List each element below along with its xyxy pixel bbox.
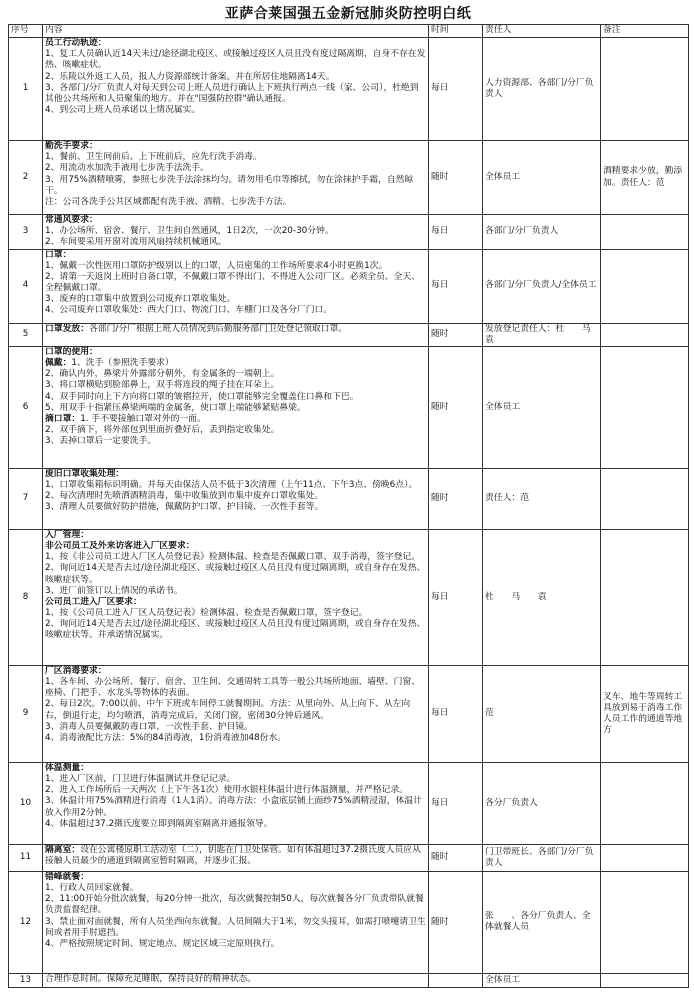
content-heading: 入厂管理：	[45, 529, 89, 540]
content-line: 2、进入工作场所后一天两次（上下午各1次）使用水银柱体温计进行体温测量，并严格记录。	[45, 785, 409, 796]
content-line: 1、按《公司员工进入厂区人员登记表》检测体温、检查是否佩戴口罩，签字登记。	[45, 608, 368, 619]
row-content	[43, 141, 429, 215]
row-owner: 各分厂负责人	[483, 762, 601, 844]
content-line: 注：公司各洗手公共区域都配有洗手液、酒精、七步洗手方法。	[45, 196, 292, 207]
row-number: 7	[9, 468, 43, 529]
row-note: 叉车、地牛等周转工具放到易于消毒工作人员工作的通道等地方	[601, 665, 689, 762]
content-heading: 非公司员工及外来访客进入厂区要求：	[45, 541, 195, 552]
content-line: 2、询问近14天是否去过/途径湖北疫区、或接触过疫区人员且没有度过隔离期，或自身存在发热、咳嗽症状等。并承诺情况属实。	[45, 619, 426, 641]
row-content	[43, 762, 429, 844]
content-line: 3、禁止面对面就餐，所有人员坐西向东就餐。人员间隔大于1米，勿交头接耳，如需打喷嚏请卫生间或者用手肘遮挡。	[45, 916, 426, 938]
content-line: 3、废弃的口罩集中放置到公司废弃口罩收集处。	[45, 294, 236, 305]
content-line: 3、将口罩横贴到脸部鼻上，双手将连段的绳子挂在耳朵上。	[45, 380, 280, 391]
table-row	[9, 141, 689, 215]
content-heading: 体温测量：	[45, 762, 89, 773]
row-content	[43, 871, 429, 973]
row-content	[43, 346, 429, 468]
header-row	[9, 25, 689, 38]
row-owner: 人力资源部、各部门/分厂负责人	[483, 38, 601, 141]
content-line: 1、餐前、卫生间前后、上下班前后，应先行洗手消毒。	[45, 152, 262, 163]
table-row	[9, 665, 689, 762]
row-owner: 范	[483, 665, 601, 762]
content-heading: 错峰就餐：	[45, 871, 89, 882]
row-note	[601, 468, 689, 529]
content-line: 2、双手摘下，将外部包到里面折叠好后，丢到指定收集处。	[45, 425, 280, 436]
row-number: 5	[9, 323, 43, 346]
table-row	[9, 346, 689, 468]
row-note	[601, 215, 689, 250]
content-heading: 常通风要求：	[45, 215, 98, 225]
row-number: 8	[9, 529, 43, 665]
content-heading: 口罩：	[45, 249, 72, 260]
row-time: 每日	[429, 529, 483, 665]
table-row	[9, 973, 689, 987]
row-owner: 全体员工	[483, 141, 601, 215]
content-line: 4、严格按照规定时间、规定地点、规定区域三定原则执行。	[45, 938, 280, 949]
row-content	[43, 249, 429, 323]
content-line: 3、进厂前签订以上情况的承诺书。	[45, 585, 183, 596]
row-content	[43, 973, 429, 987]
row-note	[601, 973, 689, 987]
header-content: 内容	[43, 25, 429, 38]
row-time: 随时	[429, 468, 483, 529]
row-number: 12	[9, 871, 43, 973]
row-owner: 全体员工	[483, 973, 601, 987]
content-line: 佩戴：1、洗手（参照洗手要求）	[45, 358, 174, 369]
content-line: 隔离室：设在公寓楼原职工活动室（二），钥匙在门卫处保管。如有体温超过37.2摄氏度人员应从接触人员最少的通道到隔离室暂时隔离，并逐步汇报。	[45, 844, 421, 867]
row-time: 每日	[429, 665, 483, 762]
row-time	[429, 973, 483, 987]
content-heading: 勤洗手要求：	[45, 141, 98, 151]
row-time: 每日	[429, 38, 483, 141]
row-note	[601, 871, 689, 973]
content-lead: 隔离室：	[45, 844, 81, 855]
content-line: 5、用双手十指紧压鼻梁两端的金属条，使口罩上端能够紧贴鼻梁。	[45, 402, 306, 413]
row-content	[43, 215, 429, 250]
content-lead: 摘口罩：	[45, 413, 81, 424]
row-number: 9	[9, 665, 43, 762]
row-owner: 张 、各分厂负责人、全体就餐人员	[483, 871, 601, 973]
row-time: 随时	[429, 141, 483, 215]
content-line: 1、佩戴一次性医用口罩防护级别以上的口罩，人员密集的工作场所要求4小时更换1次。	[45, 260, 388, 271]
content-line: 1、办公场所、宿舍、餐厅、卫生间自然通风，1日2次，一次20-30分钟。	[45, 226, 334, 237]
row-time: 随时	[429, 323, 483, 346]
header-no: 序号	[9, 25, 43, 38]
row-note	[601, 249, 689, 323]
content-line: 2、乐陵以外返工人员，报人力资源部统计备案。并在所居住地隔离14天。	[45, 71, 335, 82]
table-row	[9, 844, 689, 871]
row-note	[601, 762, 689, 844]
content-line: 4、双手同时向上下方向将口罩的皱褶拉开，使口罩能够完全覆盖住口鼻和下巴。	[45, 391, 359, 402]
row-content	[43, 468, 429, 529]
row-number: 6	[9, 346, 43, 468]
content-line: 2、每次清理时先喷洒酒精消毒，集中收集放到市集中废弃口罩收集处。	[45, 491, 324, 502]
table-row	[9, 38, 689, 141]
row-content	[43, 665, 429, 762]
row-content	[43, 529, 429, 665]
content-line: 4、体温超过37.2摄氏度要立即到隔离室隔离并通报领导。	[45, 818, 273, 829]
content-line: 3、消毒人员要佩戴防毒口罩、一次性手套、护目镜。	[45, 721, 253, 732]
row-number: 4	[9, 249, 43, 323]
content-line: 3、丢掉口罩后一定要洗手。	[45, 436, 157, 447]
row-time: 每日	[429, 249, 483, 323]
row-owner: 责任人：范	[483, 468, 601, 529]
content-line: 2、请第一天返岗上班时自备口罩，不佩戴口罩不得出门、不得进入公司厂区。必须全员、全天、全程佩戴口罩。	[45, 271, 421, 294]
content-lead: 口罩发放：	[45, 323, 89, 334]
table-row	[9, 871, 689, 973]
table-row	[9, 529, 689, 665]
content-line: 合理作息时间。保障充足睡眠，保持良好的精神状态。	[45, 973, 257, 984]
content-line: 3、清理人员要做好防护措施，佩戴防护口罩、护目镜、一次性手套等。	[45, 502, 324, 513]
header-owner: 责任人	[483, 25, 601, 38]
table-row	[9, 323, 689, 346]
content-heading: 员工行动轨迹：	[45, 38, 107, 48]
row-number: 2	[9, 141, 43, 215]
header-time: 时间	[429, 25, 483, 38]
row-owner: 全体员工	[483, 346, 601, 468]
content-line: 摘口罩：1. 手不要接触口罩对外的一面。	[45, 413, 206, 424]
content-line: 口罩发放：各部门/分厂根据上班人员情况到后勤服务部门卫处登记领取口罩。	[45, 323, 348, 334]
row-time: 随时	[429, 871, 483, 973]
row-number: 3	[9, 215, 43, 250]
row-owner: 各部门/分厂负责人	[483, 215, 601, 250]
header-note: 备注	[601, 25, 689, 38]
content-line: 4、到公司上班人员承诺以上情况属实。	[45, 105, 201, 116]
row-note	[601, 844, 689, 871]
document-page	[8, 4, 688, 988]
content-line: 3、体温计用75%酒精进行消毒（1人1消）。消毒方法：小盒底层铺上面纱75%酒精浸湿，体温计放入作用2分钟。	[45, 796, 422, 818]
content-lead: 佩戴：	[45, 358, 72, 369]
table-row	[9, 215, 689, 250]
table-row	[9, 762, 689, 844]
content-line: 3、各部门/分厂负责人对每天到公司上班人员进行确认上下班执行两点一线（家、公司），杜绝到其他公共场所和人员聚集的地方。并在"国强防控群"确认通报。	[45, 82, 419, 104]
row-number: 1	[9, 38, 43, 141]
row-content	[43, 38, 429, 141]
row-owner: 杜 马 袁	[483, 529, 601, 665]
content-line: 2、车间要采用开窗对流用风扇持续机械通风。	[45, 237, 227, 248]
content-line: 1、按《非公司员工进入厂区人员登记表》检测体温、检查是否佩戴口罩、双手消毒，签字登记。	[45, 552, 421, 563]
row-number: 13	[9, 973, 43, 987]
prevention-table	[8, 24, 689, 988]
content-line: 1、行政人员回家就餐。	[45, 883, 139, 894]
row-note	[601, 38, 689, 141]
row-owner: 发放登记责任人：杜 马 袁	[483, 323, 601, 346]
row-time: 每日	[429, 215, 483, 250]
content-line: 1、进入厂区前，门卫进行体温测试并登记记录。	[45, 774, 236, 785]
table-row	[9, 468, 689, 529]
row-note: 酒精要求少放，勤添加。责任人：范	[601, 141, 689, 215]
content-line: 2、每日2次。7:00以前、中午下班或车间停工就餐期间。方法：从里向外、从上向下、从左向右，倒退行走，均匀喷洒，消毒完成后，关闭门窗，密闭30分钟后通风。	[45, 699, 411, 721]
row-time: 随时	[429, 844, 483, 871]
content-heading: 公司员工进入厂区要求：	[45, 596, 142, 607]
content-line: 2、询问近14天是否去过/途径湖北疫区、或接触过疫区人员且没有度过隔离期，或自身存在发热、咳嗽症状等。	[45, 563, 426, 585]
content-heading: 废旧口罩收集处理：	[45, 468, 125, 479]
row-time: 每日	[429, 762, 483, 844]
row-content	[43, 844, 429, 871]
content-line: 2、11:00开始分批次就餐，每20分钟一批次，每次就餐控制50人，每次就餐各分厂负责带队就餐负责监督纪律。	[45, 894, 424, 916]
content-line: 1、复工人员确认近14天未过/途径湖北疫区、或接触过疫区人员且没有度过隔离期，自身不存在发热、咳嗽症状。	[45, 49, 426, 71]
content-heading: 厂区消毒要求：	[45, 665, 107, 676]
content-line: 3、用75%酒精喷雾，参照七步洗手法涂抹均匀。请勿用毛巾等擦拭，勿在涂抹护手霜，自然晾干。	[45, 174, 414, 196]
row-note	[601, 346, 689, 468]
row-number: 10	[9, 762, 43, 844]
table-row	[9, 249, 689, 323]
row-owner: 各部门/分厂负责人/全体员工	[483, 249, 601, 323]
row-owner: 门卫带班长、各部门/分厂负责人	[483, 844, 601, 871]
row-note	[601, 529, 689, 665]
content-line: 4、公司废弃口罩收集处：西大门口、物流门口、车棚门口及各分厂门口。	[45, 305, 333, 316]
content-line: 4、消毒液配比方法：5%的84消毒液，1份消毒液加48份水。	[45, 732, 287, 743]
content-heading: 口罩的使用：	[45, 346, 98, 357]
row-content	[43, 323, 429, 346]
document-title: 亚萨合莱国强五金新冠肺炎防控明白纸	[224, 6, 472, 22]
content-line: 1、各车间、办公场所、餐厅、宿舍、卫生间、交通周转工具等一般公共场所地面、墙壁、门窗、座椅、门把手、水龙头等物体的表面。	[45, 677, 421, 699]
content-line: 2、用流动水加洗手液用七步洗手法洗手。	[45, 163, 209, 174]
content-line: 2、确认内外，鼻梁片外露部分朝外，有金属条的一端朝上。	[45, 369, 280, 380]
content-line: 1、口罩收集箱标识明确。并每天由保洁人员不低于3次清理（上午11点、下午3点、傍晚6点）。	[45, 480, 418, 491]
row-time: 随时	[429, 346, 483, 468]
row-note	[601, 323, 689, 346]
row-number: 11	[9, 844, 43, 871]
